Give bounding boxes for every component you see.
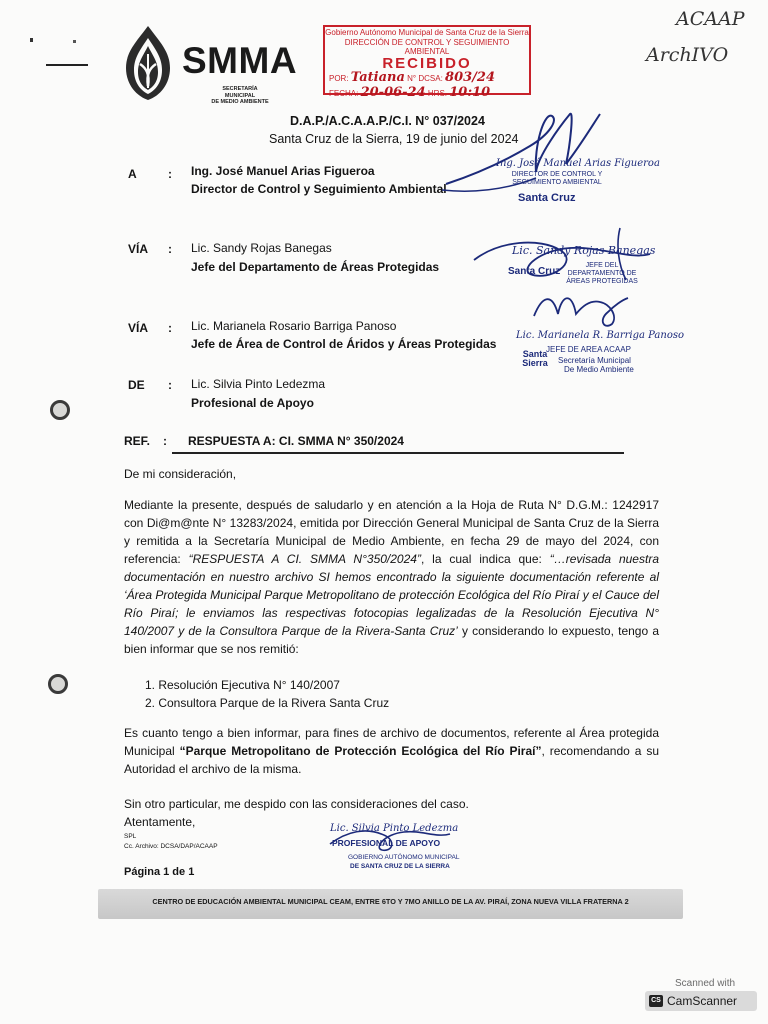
addressee-name: Lic. Silvia Pinto Ledezma — [191, 377, 326, 391]
stamp-title: RECIBIDO — [382, 55, 472, 72]
addressee-key: A — [128, 167, 137, 181]
addressee-name: Lic. Sandy Rojas Banegas — [191, 241, 332, 255]
addressee-title: Director de Control y Seguimiento Ambiental — [191, 182, 447, 196]
addressee-title: Profesional de Apoyo — [191, 396, 314, 410]
signature-via2-org: De Medio Ambiente — [564, 365, 634, 374]
addressee-colon: : — [168, 378, 172, 392]
footer-text: , ENTRE — [351, 897, 382, 906]
scan-speck — [30, 38, 33, 42]
cc-archive: Cc. Archivo: DCSA/DAP/ACAAP — [124, 843, 218, 850]
addressee-name: Lic. Marianela Rosario Barriga Panoso — [191, 319, 397, 333]
punch-hole — [50, 400, 70, 420]
signature-via2-org: Secretaría Municipal — [558, 356, 631, 365]
signature-a-name: Ing. José Manuel Arias Figueroa — [496, 158, 660, 169]
signature-a-org: Santa Cruz — [518, 192, 576, 204]
footer-text: CENTRO DE EDUCACIÓN AMBIENTAL MUNICIPAL — [152, 897, 330, 906]
received-stamp — [323, 25, 531, 100]
ref-underline — [172, 452, 624, 454]
footer-text: 7MO ANILLO — [404, 897, 450, 906]
addressee-colon: : — [168, 242, 172, 256]
stamp-label: N° DCSA: — [407, 74, 443, 83]
flame-emblem-icon — [118, 24, 178, 102]
closing-line: Sin otro particular, me despido con las consideraciones del caso. — [124, 797, 469, 811]
signature-via2-city: Santa Sierra — [522, 349, 548, 368]
stamp-label: FECHA: — [329, 89, 359, 98]
footer-text: VILLA FRATERNA 2 — [560, 897, 629, 906]
memo-date: Santa Cruz de la Sierra, 19 de junio del 2024 — [269, 132, 519, 146]
handwritten-note: ArchIVO — [646, 44, 729, 66]
stamp-label: POR: — [329, 74, 349, 83]
signature-a-role: DIRECTOR DE CONTROL Y SEGUIMIENTO AMBIENTAL — [511, 171, 603, 186]
signature-de-stroke — [326, 814, 459, 858]
signature-de-org: DE SANTA CRUZ DE LA SIERRA — [350, 863, 450, 870]
scanner-name: CamScanner — [667, 994, 738, 1008]
address-footer — [98, 889, 683, 919]
addressee-colon: : — [168, 321, 172, 335]
paragraph-text: Mediante la presente, después de saludarlo y en atención a la Hoja de Ruta N° D.G.M.: 1242917 con Di@m@nte N° 13283/2024, emitida por Dirección General Municipal de Santa Cruz de la Sierra y remitida a la Secretaría Municipal de Medio Ambiente, en fecha 29 de mayo del 2024, con referencia: — [124, 498, 659, 566]
addressee-key: VÍA — [128, 321, 149, 335]
stamp-label: HRS. — [427, 89, 448, 98]
margin-dash — [46, 64, 88, 66]
stamp-value: 20-06-24 — [360, 85, 426, 100]
signature-via2-stroke — [528, 286, 638, 332]
org-acronym: SMMA — [182, 40, 298, 81]
stamp-value: 10:10 — [449, 85, 491, 100]
signature-via2-role: JEFE DE AREA ACAAP — [546, 345, 631, 354]
stamp-row-por — [325, 71, 529, 86]
handwritten-note: ACAAP — [676, 8, 745, 30]
signature-via1-role: JEFE DEL DEPARTAMENTO DE ÁREAS PROTEGIDAS — [566, 262, 638, 285]
list-item: 1. Resolución Ejecutiva N° 140/2007 — [145, 678, 340, 692]
paragraph-bold: “Parque Metropolitano de Protección Ecológica del Río Piraí” — [179, 744, 542, 758]
scan-speck — [73, 40, 76, 43]
stamp-line: Gobierno Autónomo Municipal de Santa Cruz de la Sierra — [325, 28, 529, 37]
addressee-title: Jefe del Departamento de Áreas Protegidas — [191, 260, 440, 274]
signature-via1-name: Lic. Sandy Rojas Banegas — [512, 244, 656, 257]
signature-via1-org: Santa Cruz — [508, 266, 561, 277]
documents-list — [145, 676, 389, 712]
paragraph-text: , la cual indica que: — [420, 552, 550, 566]
smma-logo — [118, 24, 318, 104]
stamp-row-fecha — [325, 86, 529, 101]
addressee-name: Ing. José Manuel Arias Figueroa — [191, 164, 375, 178]
ref-subject: RESPUESTA A: CI. SMMA N° 350/2024 — [188, 434, 404, 448]
footer-text: Y — [395, 897, 405, 906]
paragraph-quote: “…revisada nuestra documentación en nuestro archivo SI hemos encontrado la siguiente documentación referente al ‘Área Protegida Municipal Parque Metropolitano de protección Ecológica del Río Piraí y el Cauce del Río Piraí; le enviamos las respectivas fotocopias legalizadas de la Resolución Ejecutiva N° 140/2007 y de la Consultora Parque de la Rivera-Santa Cruz’ — [124, 552, 659, 638]
greeting: De mi consideración, — [124, 467, 237, 481]
footer-address — [98, 897, 683, 906]
paragraph-quote: “RESPUESTA A CI. SMMA N°350/2024” — [188, 552, 421, 566]
stamp-line: DIRECCIÓN DE CONTROL Y SEGUIMIENTO AMBIENTAL — [344, 38, 510, 56]
signature-de-org: GOBIERNO AUTÓNOMO MUNICIPAL — [348, 854, 460, 861]
scanner-watermark — [645, 978, 757, 1014]
paragraph-text: y considerando lo expuesto, tengo a bien informar que se nos remitió: — [124, 624, 659, 656]
camscanner-logo-icon: CS — [649, 995, 663, 1007]
signature-de-name: Lic. Silvia Pinto Ledezma — [330, 823, 459, 834]
memo-code: D.A.P./A.C.A.A.P./C.I. N° 037/2024 — [290, 114, 485, 128]
page-number: Página 1 de 1 — [124, 866, 195, 878]
footer-text: CEAM — [329, 897, 352, 906]
stamp-value: 803/24 — [445, 70, 496, 85]
addressee-colon: : — [168, 167, 172, 181]
body-paragraph-2 — [124, 724, 659, 778]
scanner-caption: Scanned with — [675, 978, 736, 989]
ref-key: REF. — [124, 434, 151, 448]
paragraph-text: Es cuanto tengo a bien informar, para fines de archivo de documentos, referente al Área protegida Municipal — [124, 726, 659, 758]
addressee-title: Jefe de Área de Control de Áridos y Áreas Protegidas — [191, 337, 497, 351]
farewell: Atentamente, — [124, 815, 196, 829]
footer-text: 6TO — [381, 897, 396, 906]
stamp-value: Tatiana — [350, 70, 405, 85]
org-subtitle-line: SECRETARÍA MUNICIPAL — [222, 86, 258, 99]
paragraph-text: , recomendando a su Autoridad el archivo de la misma. — [124, 744, 659, 776]
ref-colon: : — [163, 434, 167, 448]
org-subtitle-line: DE MEDIO AMBIENTE — [211, 99, 269, 105]
signature-via2-name: Lic. Marianela R. Barriga Panoso — [516, 330, 684, 341]
body-paragraph-1 — [124, 496, 659, 658]
list-item: 2. Consultora Parque de la Rivera Santa Cruz — [145, 696, 390, 710]
footer-text: DE LA AV. PIRAÍ, ZONA NUEVA — [449, 897, 561, 906]
org-subtitle — [210, 86, 270, 106]
punch-hole — [48, 674, 68, 694]
signature-de-role: PROFESIONAL DE APOYO — [332, 838, 441, 848]
addressee-key: VÍA — [128, 242, 149, 256]
addressee-key: DE — [128, 378, 145, 392]
scanner-badge — [645, 991, 757, 1011]
author-initials: SPL — [124, 833, 137, 840]
